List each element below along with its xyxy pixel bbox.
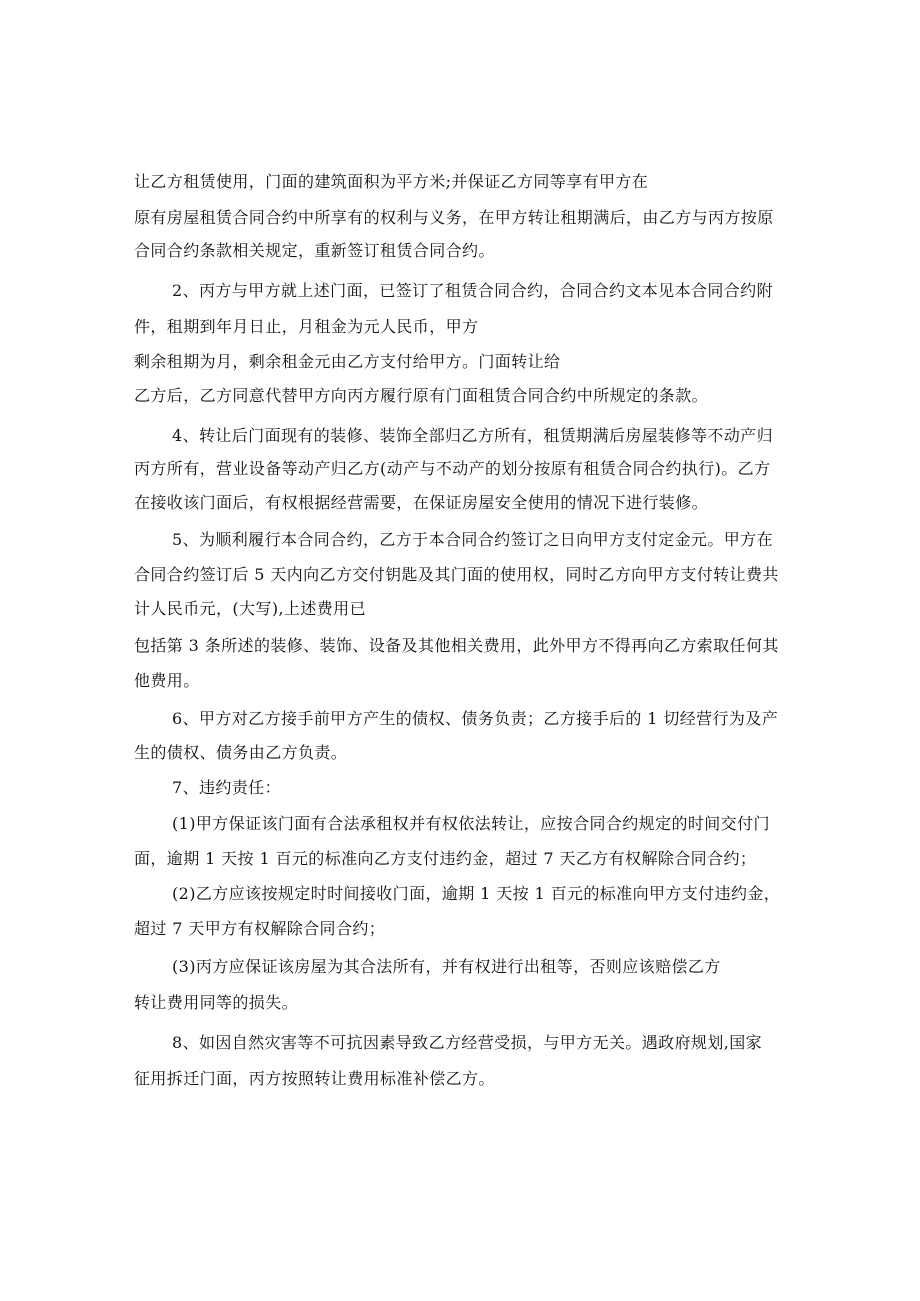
text-line: 丙方所有，营业设备等动产归乙方(动产与不动产的划分按原有租赁合同合约执行)。乙方 [134, 459, 771, 478]
text-line: 件，租期到年月日止，月租金为元人民币，甲方 [134, 317, 479, 336]
clause-4-line: 4、转让后门面现有的装修、装饰全部归乙方所有，租赁期满后房屋装修等不动产归 [172, 426, 773, 445]
text-line: 合同合约条款相关规定，重新签订租赁合同合约。 [134, 241, 495, 260]
text-line: 面，逾期 1 天按 1 百元的标准向乙方支付违约金，超过 7 天乙方有权解除合同合约； [134, 849, 757, 868]
text-line: 计人民币元，(大写),上述费用已 [134, 599, 366, 618]
sub-clause-1-line: (1)甲方保证该门面有合法承租权并有权依法转让，应按合同合约规定的时间交付门 [172, 814, 770, 833]
clause-6-line: 6、甲方对乙方接手前甲方产生的债权、债务负责；乙方接手后的 1 切经营行为及产 [172, 709, 779, 728]
clause-5-line: 5、为顺利履行本合同合约，乙方于本合同合约签订之日向甲方支付定金元。甲方在 [172, 530, 773, 549]
clause-8-line: 8、如因自然灾害等不可抗因素导致乙方经营受损，与甲方无关。遇政府规划,国家 [172, 1033, 763, 1052]
text-line: 他费用。 [134, 671, 200, 690]
text-line: 原有房屋租赁合同合约中所享有的权利与义务，在甲方转让租期满后，由乙方与丙方按原 [134, 208, 774, 227]
text-line: 乙方后，乙方同意代替甲方向丙方履行原有门面租赁合同合约中所规定的条款。 [134, 386, 709, 405]
text-line: 合同合约签订后 5 天内向乙方交付钥匙及其门面的使用权，同时乙方向甲方支付转让费共 [134, 565, 779, 584]
text-line: 征用拆迁门面，丙方按照转让费用标准补偿乙方。 [134, 1069, 495, 1088]
text-line: 生的债权、债务由乙方负责。 [134, 743, 348, 762]
sub-clause-2-line: (2)乙方应该按规定时时间接收门面，逾期 1 天按 1 百元的标准向甲方支付违约金， [172, 884, 781, 903]
text-line: 超过 7 天甲方有权解除合同合约； [134, 919, 386, 938]
clause-7-heading: 7、违约责任： [172, 778, 281, 797]
sub-clause-3-line: (3)丙方应保证该房屋为其合法所有，并有权进行出租等，否则应该赔偿乙方 [172, 957, 721, 976]
clause-2-line: 2、丙方与甲方就上述门面，已签订了租赁合同合约，合同合约文本见本合同合约附 [172, 281, 773, 300]
text-line: 在接收该门面后，有权根据经营需要，在保证房屋安全使用的情况下进行装修。 [134, 493, 709, 512]
text-line: 转让费用同等的损失。 [134, 993, 299, 1012]
text-line: 让乙方租赁使用，门面的建筑面积为平方米;并保证乙方同等享有甲方在 [134, 172, 649, 191]
text-line: 包括第 3 条所述的装修、装饰、设备及其他相关费用，此外甲方不得再向乙方索取任何其 [134, 636, 779, 655]
text-line: 剩余租期为月，剩余租金元由乙方支付给甲方。门面转让给 [134, 352, 561, 371]
